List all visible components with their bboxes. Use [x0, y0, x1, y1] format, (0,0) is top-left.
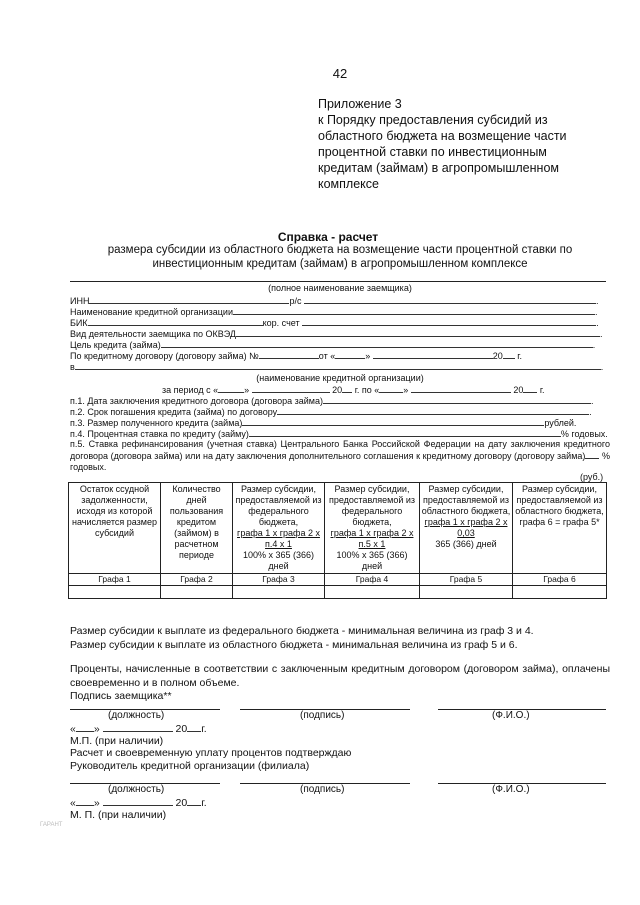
column-label: Графа 5 — [420, 574, 513, 586]
borrower-caption: (полное наименование заемщика) — [268, 283, 412, 293]
header-cell: Размер субсидии, предоставляемой из областного бюджета, графа 6 = графа 5* — [513, 483, 607, 574]
org-name-label: Наименование кредитной организации — [70, 307, 233, 317]
header-cell: Количество дней пользования кредитом (займом) в расчетном периоде — [161, 483, 233, 574]
bank-row: в . — [70, 362, 604, 372]
formula: графа 6 = графа 5* — [519, 517, 600, 527]
period-row: за период с « » 20 г. по « » 20 г. — [162, 385, 545, 395]
position-caption: (должность) — [108, 784, 165, 795]
result-regional: Размер субсидии к выплате из областного бюджета - минимальная величина из граф 5 и 6. — [70, 639, 518, 651]
inn-row: ИНН р/с . — [70, 296, 599, 306]
formula-top: графа 1 х графа 2 х п.4 х 1 — [237, 528, 320, 549]
okved-label: Вид деятельности заемщика по ОКВЭД — [70, 329, 236, 339]
formula-bottom: 100% х 365 (366) дней — [336, 550, 408, 571]
position-caption: (должность) — [108, 710, 165, 721]
document-title: Справка - расчет — [277, 230, 379, 244]
item-p1: п.1. Дата заключения кредитного договора (договора займа) . — [70, 396, 594, 406]
table-label-row — [69, 574, 607, 586]
formula-top: графа 1 х графа 2 х 0,03 — [424, 517, 508, 538]
appendix-line: процентной ставки по инвестиционным — [318, 145, 547, 159]
header-cell: Размер субсидии, предоставляемой из федерального бюджета, графа 1 х графа 2 х п.4 х 1 100% х 365 (366) дней — [233, 483, 325, 574]
purpose-label: Цель кредита (займа) — [70, 340, 161, 350]
page-number: 42 — [332, 66, 348, 81]
header-cell: Размер субсидии, предоставляемой из федерального бюджета, графа 1 х графа 2 х п.5 х 1 100% х 365 (366) дней — [325, 483, 420, 574]
org-caption: (наименование кредитной организации) — [256, 373, 424, 383]
table-header-row — [69, 483, 607, 574]
inn-label: ИНН — [70, 296, 90, 306]
result-federal: Размер субсидии к выплате из федерального бюджета - минимальная величина из граф 3 и 4. — [70, 625, 534, 637]
bank-head-label: Руководитель кредитной организации (филиала) — [70, 760, 310, 772]
currency-note: (руб.) — [580, 472, 604, 482]
mp-1: М.П. (при наличии) — [70, 735, 164, 747]
signature-caption: (подпись) — [300, 710, 345, 721]
mp-2: М. П. (при наличии) — [70, 809, 167, 821]
name-caption: (Ф.И.О.) — [492, 784, 530, 795]
org-name-row: Наименование кредитной организации . — [70, 307, 598, 317]
bank-label: в — [70, 362, 75, 372]
contract-row: По кредитному договору (договору займа) № от « » 20 г. — [70, 351, 522, 361]
rs-label: р/с — [289, 296, 302, 306]
date-row-1: « » 20 г. — [70, 723, 207, 735]
header-cell: Остаток ссудной задолженности, исходя из которой начисляется размер субсидий — [69, 483, 161, 574]
document-subtitle: размера субсидии из областного бюджета на возмещение части процентной ставки по инвестиционным кредитам (займам) в агропромышленном комплексе — [107, 244, 573, 270]
item-p5: п.5. Ставка рефинансирования (учетная ставка) Центрального Банка Российской Федерации на дату заключения кредитного договора (договора займа) или на дату заключения дополнительного соглашения к кредитному договору (договору займа) % годовых. — [70, 439, 610, 472]
header-cell: Размер субсидии, предоставляемой из областного бюджета, графа 1 х графа 2 х 0,03 365 (366) дней — [420, 483, 513, 574]
column-label: Графа 1 — [69, 574, 161, 586]
item-p2: п.2. Срок погашения кредита (займа) по договору . — [70, 407, 592, 417]
item-p4: п.4. Процентная ставка по кредиту (займу) % годовых. — [70, 429, 608, 439]
appendix-block — [318, 96, 618, 192]
contract-label: По кредитному договору (договору займа) № — [70, 351, 259, 361]
bik-row: БИК кор. счет . — [70, 318, 599, 328]
bik-label: БИК — [70, 318, 88, 328]
column-label: Графа 4 — [325, 574, 420, 586]
signature-caption: (подпись) — [300, 784, 345, 795]
okved-row: Вид деятельности заемщика по ОКВЭД . — [70, 329, 603, 339]
appendix-line: комплексе — [318, 177, 379, 191]
date-row-2: « » 20 г. — [70, 797, 207, 809]
kor-label: кор. счет — [262, 318, 300, 328]
results-block — [70, 624, 610, 652]
purpose-row: Цель кредита (займа) . — [70, 340, 596, 350]
formula-bottom: 365 (366) дней — [435, 539, 497, 549]
column-label: Графа 3 — [233, 574, 325, 586]
borrower-signature-label: Подпись заемщика** — [70, 690, 172, 702]
name-caption: (Ф.И.О.) — [492, 710, 530, 721]
item-p3: п.3. Размер полученного кредита (займа) рублей. — [70, 418, 577, 428]
formula-top: графа 1 х графа 2 х п.5 х 1 — [330, 528, 414, 549]
column-label: Графа 6 — [513, 574, 607, 586]
borrower-line — [70, 281, 606, 282]
appendix-line: Приложение 3 — [318, 97, 402, 111]
footer-mark: ГАРАНТ — [40, 822, 63, 828]
table-row — [69, 586, 607, 599]
appendix-line: к Порядку предоставления субсидий из — [318, 113, 548, 127]
column-label: Графа 2 — [161, 574, 233, 586]
subsidy-table — [68, 482, 607, 599]
appendix-line: кредитам (займам) в агропромышленном — [318, 161, 559, 175]
interest-statement: Проценты, начисленные в соответствии с заключенным кредитным договором (договором займа), оплачены своевременно и в полном объеме. — [70, 663, 610, 689]
appendix-line: областного бюджета на возмещение части — [318, 129, 567, 143]
confirm-text: Расчет и своевременную уплату процентов подтверждаю — [70, 747, 352, 759]
formula-bottom: 100% х 365 (366) дней — [242, 550, 315, 571]
